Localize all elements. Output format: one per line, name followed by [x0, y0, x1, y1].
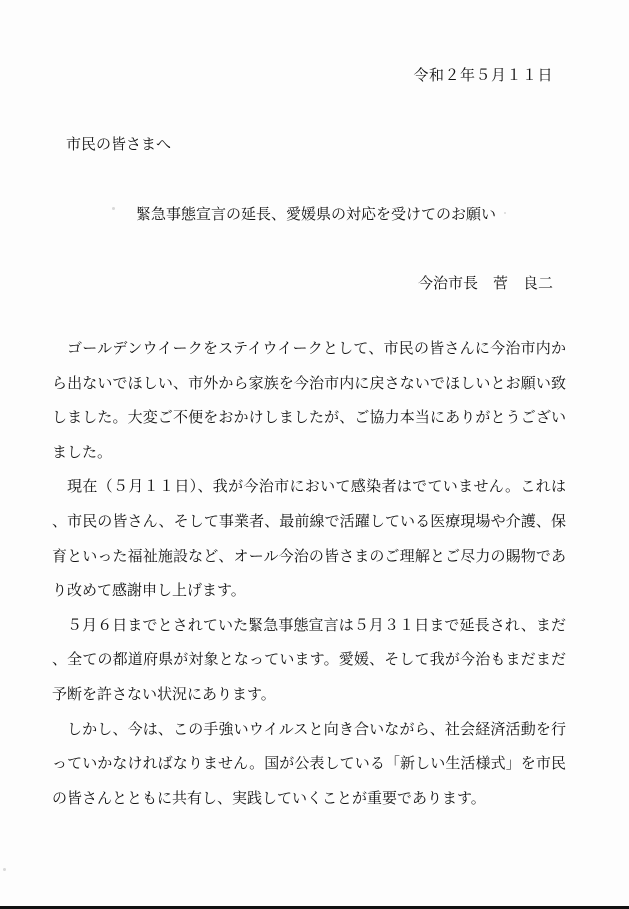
body-paragraph: ５月６日までとされていた緊急事態宣言は５月３１日まで延長され、まだ、全ての都道府県が対象となっています。愛媛、そして我が今治もまだまだ予断を許さない状況にあります。 [52, 615, 566, 703]
body-paragraph: しかし、今は、この手強いウイルスと向き合いながら、社会経済活動を行っていかなければなりません。国が公表している「新しい生活様式」を市民の皆さんとともに共有し、実践していくことが重要であります。 [52, 719, 566, 807]
letter-date: 令和２年５月１１日 [413, 66, 553, 84]
body-paragraph: ゴールデンウイークをステイウイークとして、市民の皆さんに今治市内から出ないでほしい、市外から家族を今治市内に戻さないでほしいとお願い致しました。大変ご不便をおかけしましたが、ご協力本当にありがとうございました。 [52, 339, 566, 461]
scan-noise [112, 207, 115, 210]
scan-noise [504, 212, 506, 214]
letter-title: 緊急事態宣言の延長、愛媛県の対応を受けてのお願い [136, 205, 497, 223]
scan-noise [3, 868, 6, 871]
letter-body [52, 331, 566, 815]
body-paragraph: 現在（５月１１日）、我が今治市において感染者はでていません。これは、市民の皆さん、そして事業者、最前線で活躍している医療現場や介護、保育といった福祉施設など、オール今治の皆さまのご理解とご尽力の賜物であり改めて感謝申し上げます。 [52, 477, 566, 600]
letter-sender: 今治市長 菅 良二 [417, 274, 553, 292]
letter-addressee: 市民の皆さまへ [66, 135, 172, 153]
